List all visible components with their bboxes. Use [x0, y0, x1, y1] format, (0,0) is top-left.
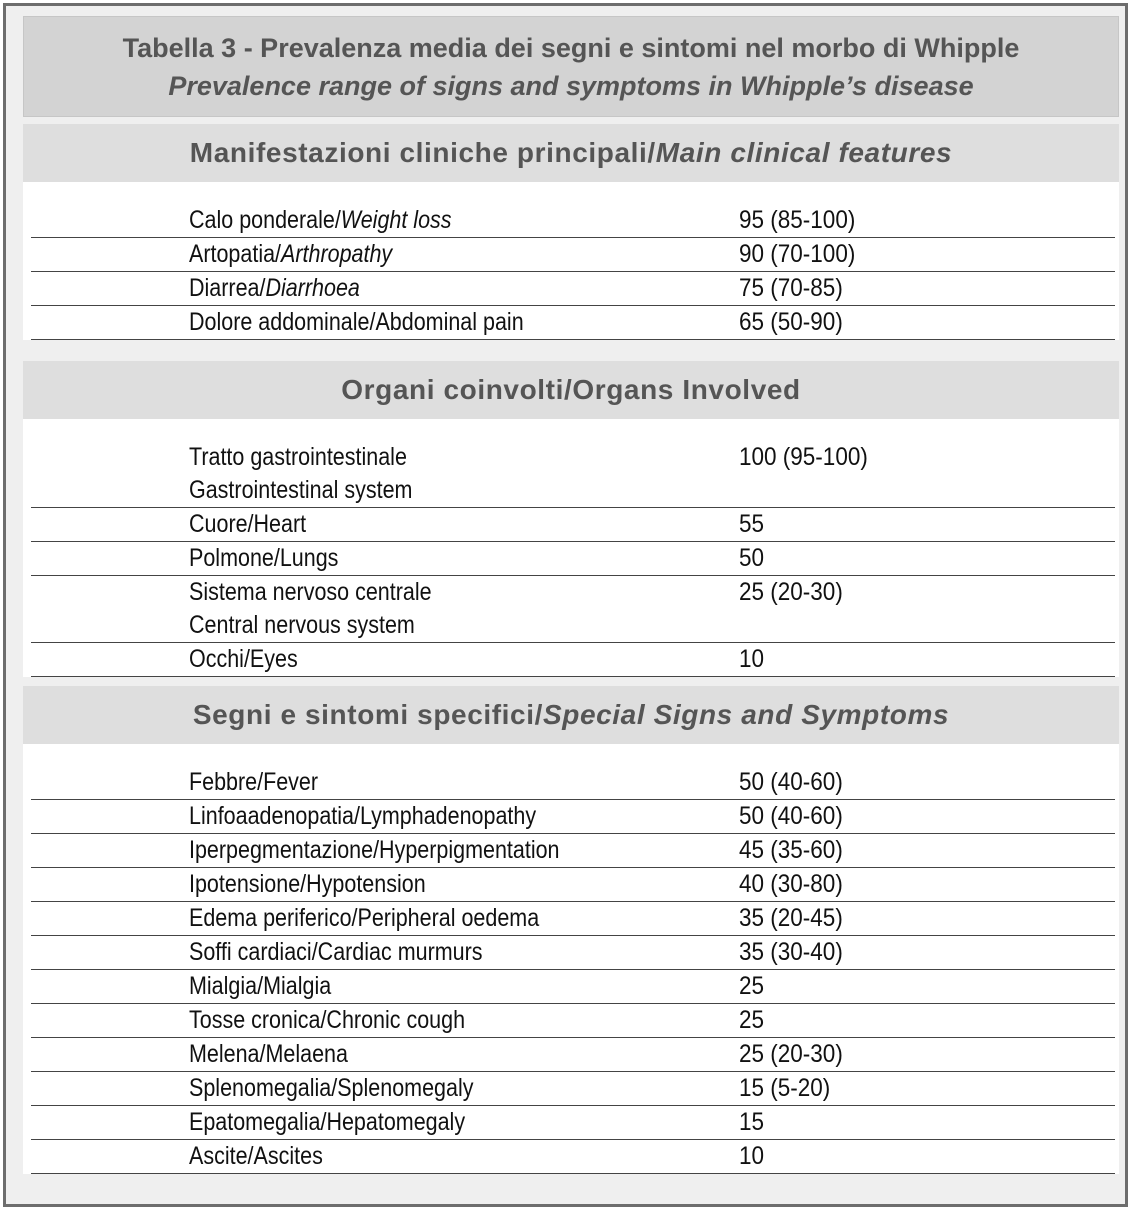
table-row — [31, 238, 1115, 272]
section-main-clinical-features — [23, 124, 1119, 340]
table-row — [31, 936, 1115, 970]
row-value: 35 (20-45) — [739, 904, 843, 932]
row-label: Sistema nervoso centrale Central nervous system — [189, 578, 432, 639]
table-title — [23, 16, 1119, 117]
table-row — [31, 902, 1115, 936]
table-row — [31, 1106, 1115, 1140]
row-label: Diarrea/Diarrhoea — [189, 274, 360, 302]
table-row — [31, 1072, 1115, 1106]
row-value: 100 (95-100) — [739, 443, 868, 471]
row-label: Mialgia/Mialgia — [189, 972, 332, 1000]
table-row — [31, 508, 1115, 542]
row-label: Tosse cronica/Chronic cough — [189, 1006, 466, 1034]
row-value: 50 (40-60) — [739, 802, 843, 830]
table-row — [31, 970, 1115, 1004]
table-row — [31, 1140, 1115, 1174]
row-value: 75 (70-85) — [739, 274, 843, 302]
row-value: 10 — [739, 1142, 765, 1170]
table-row — [31, 800, 1115, 834]
row-label: Splenomegalia/Splenomegaly — [189, 1074, 474, 1102]
row-label: Ascite/Ascites — [189, 1142, 323, 1170]
row-value: 10 — [739, 645, 765, 673]
row-value: 25 (20-30) — [739, 1040, 843, 1068]
row-value: 15 (5-20) — [739, 1074, 831, 1102]
row-value: 35 (30-40) — [739, 938, 843, 966]
row-value: 25 (20-30) — [739, 578, 843, 606]
section-heading — [23, 686, 1119, 744]
row-label: Epatomegalia/Hepatomegaly — [189, 1108, 466, 1136]
row-label: Ipotensione/Hypotension — [189, 870, 426, 898]
table-row — [31, 834, 1115, 868]
table-row — [31, 1038, 1115, 1072]
table-row — [31, 542, 1115, 576]
table-row — [31, 441, 1115, 508]
section-heading-it: Organi coinvolti/Organs Involved — [341, 374, 801, 405]
row-label: Calo ponderale/Weight loss — [189, 206, 452, 234]
row-label: Polmone/Lungs — [189, 544, 339, 572]
table-row — [31, 1004, 1115, 1038]
table-row — [31, 868, 1115, 902]
row-value: 25 — [739, 972, 765, 1000]
row-label: Cuore/Heart — [189, 510, 307, 538]
row-value: 40 (30-80) — [739, 870, 843, 898]
row-value: 45 (35-60) — [739, 836, 843, 864]
row-value: 25 — [739, 1006, 765, 1034]
row-value: 65 (50-90) — [739, 308, 843, 336]
row-label: Occhi/Eyes — [189, 645, 298, 673]
table-frame — [3, 3, 1128, 1207]
row-value: 90 (70-100) — [739, 240, 856, 268]
section-heading — [23, 361, 1119, 419]
row-label: Linfoaadenopatia/Lymphadenopathy — [189, 802, 537, 830]
section-heading-en: Main clinical features — [655, 137, 953, 168]
row-label: Dolore addominale/Abdominal pain — [189, 308, 524, 336]
row-label: Artopatia/Arthropathy — [189, 240, 393, 268]
row-value: 15 — [739, 1108, 765, 1136]
row-value: 50 (40-60) — [739, 768, 843, 796]
row-value: 55 — [739, 510, 765, 538]
table-row — [31, 643, 1115, 677]
section-organs-involved — [23, 361, 1119, 677]
table-row — [31, 306, 1115, 340]
row-label: Tratto gastrointestinale Gastrointestinal system — [189, 443, 413, 504]
section-heading-it: Segni e sintomi specifici/ — [192, 699, 543, 730]
row-label: Edema periferico/Peripheral oedema — [189, 904, 540, 932]
table-row — [31, 576, 1115, 643]
table-row — [31, 766, 1115, 800]
row-label: Soffi cardiaci/Cardiac murmurs — [189, 938, 483, 966]
row-value: 50 — [739, 544, 765, 572]
table-row — [31, 272, 1115, 306]
title-english: Prevalence range of signs and symptoms in Whipple’s disease — [168, 71, 974, 101]
row-label: Febbre/Fever — [189, 768, 319, 796]
row-label: Melena/Melaena — [189, 1040, 348, 1068]
row-value: 95 (85-100) — [739, 206, 856, 234]
section-heading-it: Manifestazioni cliniche principali/ — [189, 137, 656, 168]
title-italian: Tabella 3 - Prevalenza media dei segni e sintomi nel morbo di Whipple — [122, 33, 1020, 63]
section-special-signs-symptoms — [23, 686, 1119, 1174]
table-row — [31, 204, 1115, 238]
section-heading — [23, 124, 1119, 182]
row-label: Iperpegmentazione/Hyperpigmentation — [189, 836, 560, 864]
section-heading-en: Special Signs and Symptoms — [542, 699, 950, 730]
